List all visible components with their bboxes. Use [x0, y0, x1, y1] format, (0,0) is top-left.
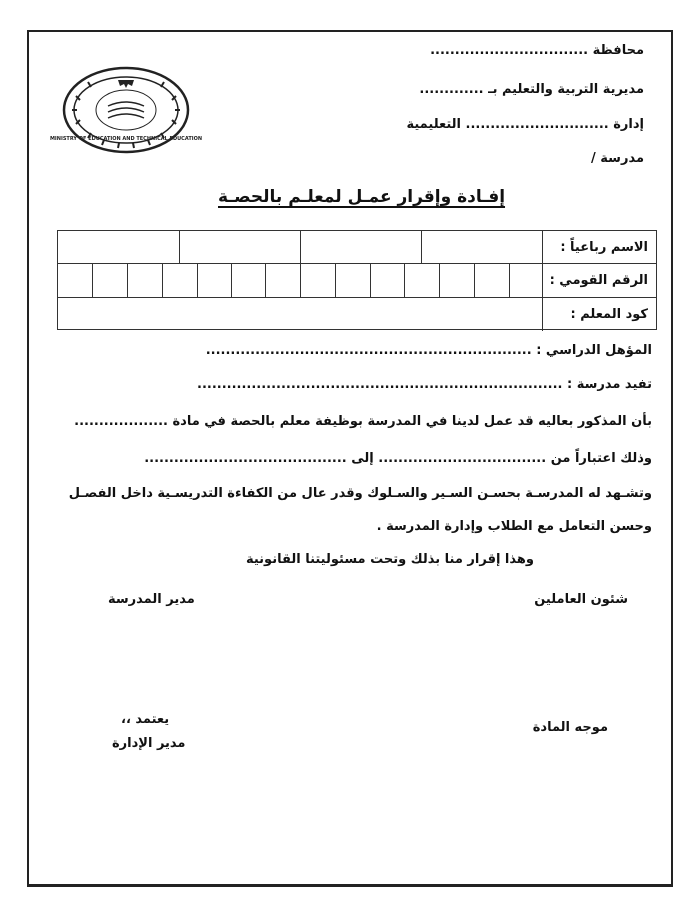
logo-text: MINISTRY OF EDUCATION AND TECHNICAL EDUCATION: [49, 136, 203, 142]
school-principal-signature: مدير المدرسة: [108, 592, 195, 607]
digit-cell: [474, 264, 475, 297]
body-line-4: وحسن التعامل مع الطلاب وإدارة المدرسة .: [376, 519, 652, 534]
name-label: الاسم رباعياً :: [542, 231, 656, 263]
qualification-field: المؤهل الدراسي : ..................................................................: [205, 343, 652, 358]
name-cell: [421, 231, 422, 263]
national-id-row: [58, 264, 656, 298]
subject-supervisor-signature: موجه المادة: [532, 720, 608, 735]
name-cell: [300, 231, 301, 263]
digit-cell: [197, 264, 198, 297]
national-id-label: الرقم القومي :: [542, 264, 656, 297]
digit-cell: [265, 264, 266, 297]
administration-field: إدارة ............................. التعليمية: [406, 117, 644, 132]
digit-cell: [404, 264, 405, 297]
name-cell: [179, 231, 180, 263]
digit-cell: [439, 264, 440, 297]
teacher-code-row: [58, 298, 656, 331]
digit-cell: [162, 264, 163, 297]
personnel-affairs-signature: شئون العاملين: [534, 592, 628, 607]
digit-cell: [370, 264, 371, 297]
directorate-field: مديرية التربية والتعليم بـ .............: [419, 82, 644, 97]
name-row: [58, 231, 656, 264]
digit-cell: [509, 264, 510, 297]
digit-cell: [127, 264, 128, 297]
approved-label: يعتمد ،،: [121, 712, 170, 727]
page-title: إفـادة وإقرار عمـل لمعلـم بالحصـة: [218, 187, 506, 207]
school-declares-field: تفيد مدرسة : ..........................................................................: [197, 377, 652, 392]
body-line-3: وتشـهد له المدرسـة بحسـن السـير والسـلوك وقدر عال من الكفاءة التدريسـية داخل الفصـل: [68, 486, 652, 501]
digit-cell: [300, 264, 301, 297]
digit-cell: [231, 264, 232, 297]
body-line-1: بأن المذكور بعاليه قد عمل لدينا في المدرسة بوظيفة معلم بالحصة في مادة ...................: [74, 414, 652, 429]
teacher-info-table: [57, 230, 657, 330]
school-field: مدرسة /: [591, 151, 644, 166]
digit-cell: [92, 264, 93, 297]
ministry-of-education-seal-icon: [49, 66, 203, 154]
digit-cell: [335, 264, 336, 297]
teacher-code-label: كود المعلم :: [542, 298, 656, 331]
body-line-2: وذلك اعتباراً من .................................. إلى .........................................: [144, 451, 652, 466]
administration-director-signature: مدير الإدارة: [112, 736, 186, 751]
body-line-5: وهذا إقرار منا بذلك وتحت مسئوليتنا القانونية: [245, 552, 534, 567]
governorate-field: محافظة ................................: [430, 43, 644, 58]
